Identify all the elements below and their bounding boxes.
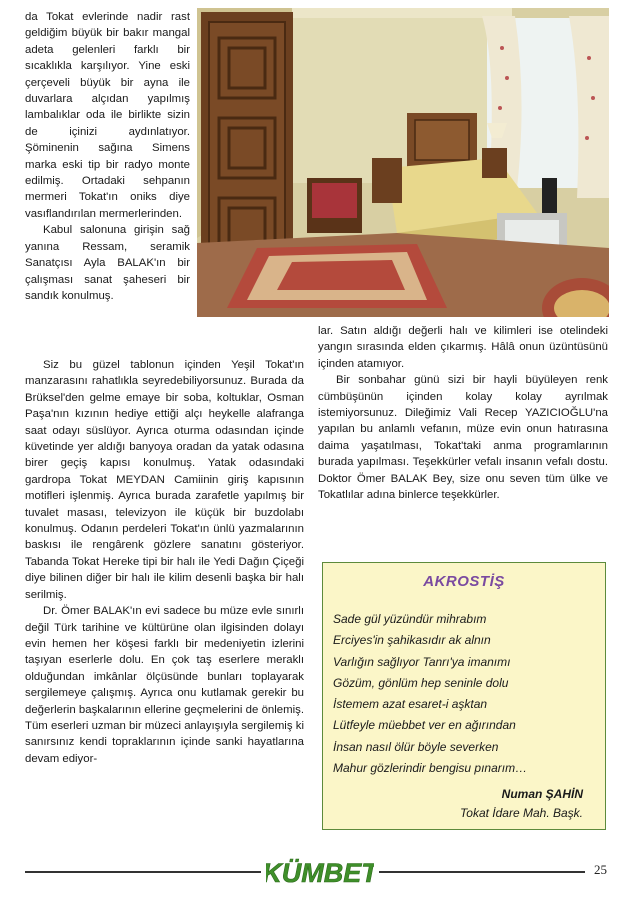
poem-author: Numan ŞAHİN (501, 787, 583, 801)
footer-rule-right (379, 871, 585, 873)
poem-line: Erciyes'in şahikasıdır ak alnın (333, 633, 491, 648)
article-column-top (25, 9, 190, 304)
paragraph: Siz bu güzel tablonun içinden Yeşil Tokat'ın manzarasını rahatlıkla seyredebiliyorsunuz. Burada da Brüksel'den gelme emaye bir soba, koltuklar, Osman Paşa'nın kızının hediye ettiği alçı heykelle alafranga saat odayı süslüyor. Ayrıca oturma odasından içinde küvetinde yer aldığı banyoya oradan da yatak odasına birer geçiş kapısı konulmuş. Yatak odasındaki gardropa Tokat MEYDAN Camiinin giriş kapısının motifleri işlenmiş. Ayrıca burada zarafetle yapılmış bir tuvalet masası, televizyon ile küçük bir buzdolabı konulmuş. Odanın perdeleri Tokat'ın ünlü yazmalarının baskısı ile rengârenk gözlere sanatını gösteriyor. Tabanda Tokat Hereke tipi bir halı ile Yedi Dağın Çiçeği diye bilinen diğer bir halı ile kilim desenli başka bir halı serilmiş. (25, 359, 304, 601)
poem-line: Gözüm, gönlüm hep seninle dolu (333, 675, 509, 690)
page-number: 25 (594, 862, 607, 877)
poem-line: Varlığın sağlıyor Tanrı'ya imanımı (333, 654, 511, 669)
akrostis-title: AKROSTİŞ (423, 573, 505, 590)
poem-line: Mahur gözlerindir bengisu pınarım… (333, 761, 528, 776)
poem-author-affiliation: Tokat İdare Mah. Başk. (460, 806, 583, 820)
article-column-left (25, 357, 304, 767)
bedroom-photo (197, 8, 609, 317)
article-column-right (318, 323, 608, 503)
poem-line: İstemem azat esaret-i aşktan (333, 697, 488, 712)
akrostis-box (322, 562, 606, 830)
akrostis-poem (333, 609, 595, 779)
paragraph: da Tokat evlerinde nadir rast geldiğim büyük bir bakır mangal adeta gelenleri farklı bir sıcaklıkla karşılıyor. Yine eski çerçeveli büyük bir ayna ile duvarlara alçıdan yapılmış lambalıklar oda ile birlikte sizin de içinizi aydınlatıyor. Şöminenin sağına Simens marka eski tip bir radyo monte edilmiş. Ortadaki sehpanın mermeri Tokat'ın oniks diye vasıflandırılan mermerlerinden. (25, 11, 190, 220)
poem-line: Lütfeyle müebbet ver en ağırından (333, 718, 516, 733)
paragraph: lar. Satın aldığı değerli halı ve kilimleri ise otelindeki yangın sırasında elden çıkarmış. Hâlâ onun üzüntüsünü içinden atamıyor. (318, 325, 608, 370)
poem-line: Sade gül yüzündür mihrabım (333, 612, 487, 626)
poem-line: İnsan nasıl ölür böyle severken (333, 739, 499, 754)
paragraph: Bir sonbahar günü sizi bir hayli büyüleyen renk cümbüşünün içinden kolay kolay ayrılmak istemiyorsunuz. Dileğimiz Vali Recep YAZICIOĞLU'na yapılan bu anlamlı vefanın, müze evin onun hatırasına daima yaşatılması, Tokat'taki anma programlarının burada yapılması. Teşekkürler vefalı insanın vefalı dostu. Doktor Ömer BALAK Bey, size onu seven tüm ülke ve Tokatlılar adına binlerce teşekkürler. (318, 374, 608, 502)
svg-text:KÜMBET: KÜMBET (266, 858, 374, 888)
footer-rule-left (25, 871, 261, 873)
paragraph: Dr. Ömer BALAK'ın evi sadece bu müze evle sınırlı değil Türk tarihine ve kültürüne olan ilgisinden dolayı evin hemen her köşesi farklı bir medeniyetin izlerini taşıyan eserlerle dolu. En çok taş eserlere meraklı olduğundan imkânlar ölçüsünde bunları toplayarak sergilemeye çalışmış. Ayrıca onu kutlamak gerekir bu değerlerin başkalarının ellerine geçmelerini de önlemiş. Tüm eserleri uzman bir müzeci anlayışıyla sergilemiş ki sanırsınız kendi topraklarının içinde sanki hayatlarına devam ediyor- (25, 605, 304, 765)
kumbet-logo (266, 855, 374, 889)
paragraph: Kabul salonuna girişin sağ yanına Ressam, seramik Sanatçısı Ayla BALAK'ın bir çalışması sanat şaheseri bir sandık konulmuş. (25, 224, 190, 302)
